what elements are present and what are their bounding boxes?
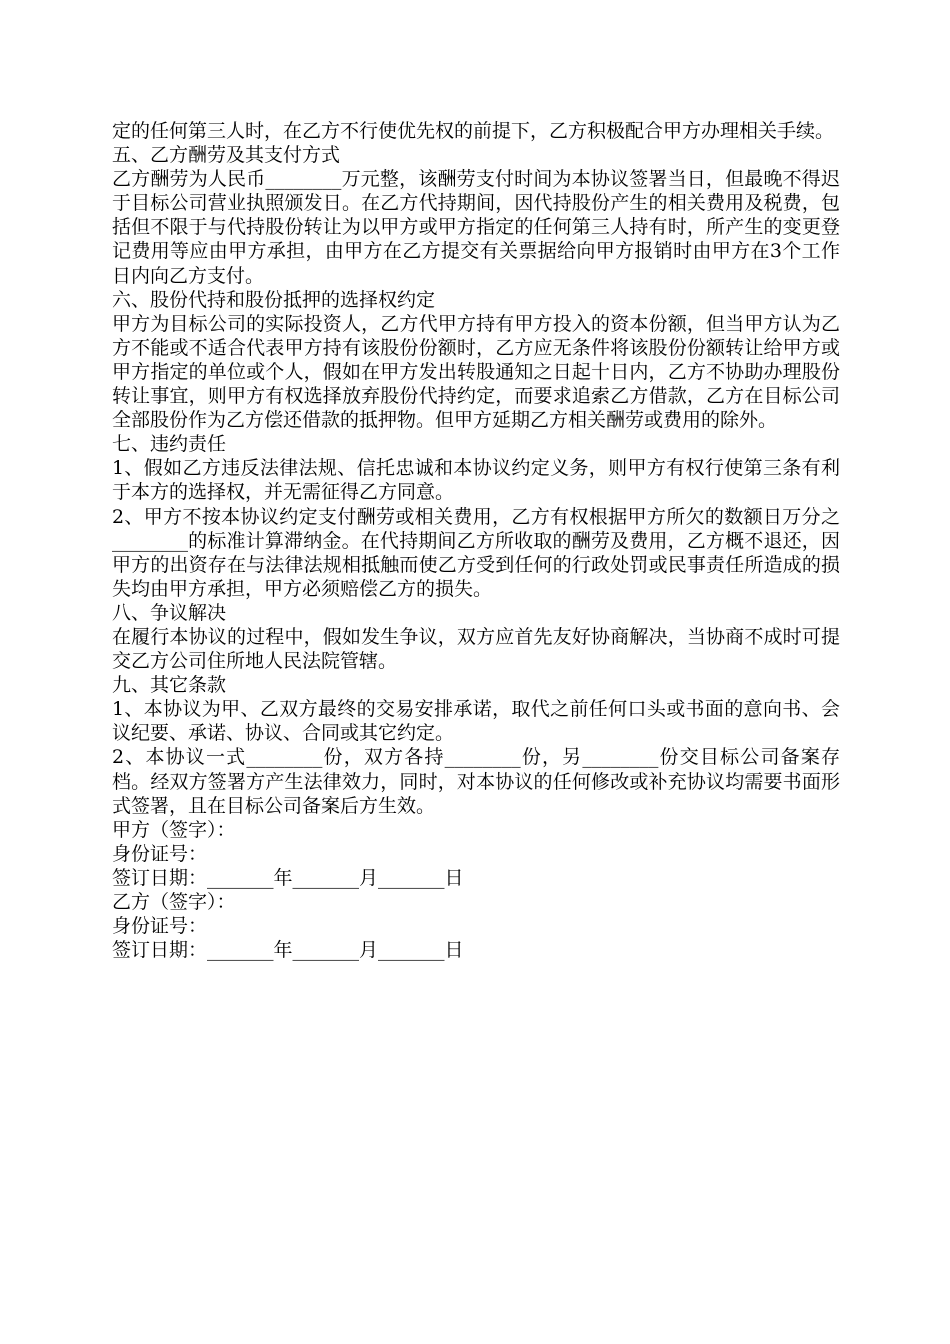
section-7-heading: 七、违约责任 (112, 433, 227, 456)
section-8-heading: 八、争议解决 (112, 601, 227, 624)
party-b-signature: 乙方（签字）： (112, 891, 236, 913)
section-7-item-1: 1、假如乙方违反法律法规、信托忠诚和本协议约定义务，则甲方有权行使第三条有利于本方的选择权，并无需征得乙方同意。 (112, 457, 840, 504)
clause-4-continuation: 定的任何第三人时，在乙方不行使优先权的前提下，乙方积极配合甲方办理相关手续。 (112, 120, 835, 142)
party-a-signature: 甲方（签字）： (112, 818, 236, 841)
party-a-id-number: 身份证号： (112, 842, 208, 865)
party-b-id-number: 身份证号： (112, 915, 208, 938)
section-7-item-2: 2、甲方不按本协议约定支付酬劳或相关费用，乙方有权根据甲方所欠的数额日万分之________的标准计算滞纳金。在代持期间乙方所收取的酬劳及费用，乙方概不退还，因甲方的出资存在与法律法规相抵触而使乙方受到任何的行政处罚或民事责任所造成的损失均由甲方承担，甲方必须赔偿乙方的损失。 (112, 505, 840, 600)
document-page (112, 119, 840, 962)
section-6-body: 甲方为目标公司的实际投资人，乙方代甲方持有甲方投入的资本份额，但当甲方认为乙方不能或不适合代表甲方持有该股份份额时，乙方应无条件将该股份份额转让给甲方或甲方指定的单位或个人，假如在甲方发出转股通知之日起十日内，乙方不协助办理股份转让事宜，则甲方有权选择放弃股份代持约定，而要求追索乙方借款，乙方在目标公司全部股份作为乙方偿还借款的抵押物。但甲方延期乙方相关酬劳或费用的除外。 (112, 312, 840, 432)
section-6-heading: 六、股份代持和股份抵押的选择权约定 (112, 288, 436, 311)
party-a-sign-date: 签订日期：_______年_______月_______日 (112, 866, 464, 889)
section-5-heading: 五、乙方酬劳及其支付方式 (112, 144, 341, 167)
section-9-heading: 九、其它条款 (112, 674, 227, 697)
party-b-sign-date: 签订日期：_______年_______月_______日 (112, 939, 464, 962)
section-9-item-2: 2、本协议一式________份，双方各持________份，另________份交目标公司备案存档。经双方签署方产生法律效力，同时，对本协议的任何修改或补充协议均需要书面形式签署，且在目标公司备案后方生效。 (112, 746, 840, 817)
section-5-body: 乙方酬劳为人民币________万元整，该酬劳支付时间为本协议签署当日，但最晚不得迟于目标公司营业执照颁发日。在乙方代持期间，因代持股份产生的相关费用及税费，包括但不限于与代持股份转让为以甲方或甲方指定的任何第三人持有时，所产生的变更登记费用等应由甲方承担，由甲方在乙方提交有关票据给向甲方报销时由甲方在3个工作日内向乙方支付。 (112, 168, 840, 287)
section-8-body: 在履行本协议的过程中，假如发生争议，双方应首先友好协商解决，当协商不成时可提交乙方公司住所地人民法院管辖。 (112, 625, 840, 673)
section-9-item-1: 1、本协议为甲、乙双方最终的交易安排承诺，取代之前任何口头或书面的意向书、会议纪要、承诺、协议、合同或其它约定。 (112, 698, 840, 745)
